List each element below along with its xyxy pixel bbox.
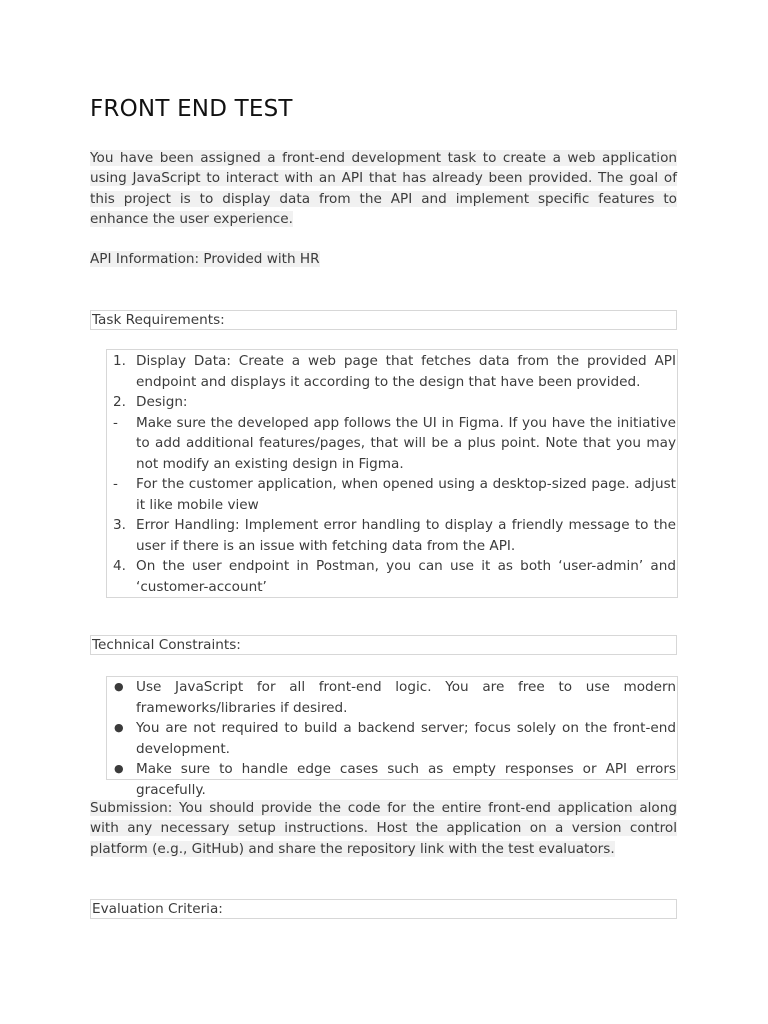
list-item-text: Use JavaScript for all front-end logic. You are free to use modern frameworks/libraries if desired. [136, 679, 676, 716]
bullet-icon: ● [114, 762, 124, 775]
list-item [107, 677, 677, 718]
list-item [107, 515, 677, 556]
list-marker: 4. [113, 558, 126, 574]
list-item-text: Make sure to handle edge cases such as empty responses or API errors gracefully. [136, 761, 676, 798]
list-item [107, 413, 677, 475]
api-info-paragraph [90, 249, 677, 269]
list-marker: 3. [113, 517, 126, 533]
technical-constraints-heading: Technical Constraints: [90, 635, 677, 655]
list-item-text: Error Handling: Implement error handling to display a friendly message to the user if there is an issue with fetching data from the API. [136, 517, 676, 554]
technical-constraints-list [106, 676, 678, 798]
list-item-text: Design: [136, 394, 188, 410]
list-item [107, 556, 677, 597]
intro-text: You have been assigned a front-end development task to create a web application using JavaScript to interact with an API that has already been provided. The goal of this project is to display data from the API and implement specific features to enhance the user experience. [90, 150, 677, 227]
list-item [107, 474, 677, 515]
submission-text: Submission: You should provide the code for the entire front-end application along with any necessary setup instructions. Host the application on a version control platform (e.g., GitHub) and share the repository link with the test evaluators. [90, 800, 677, 857]
task-requirements-list [106, 349, 678, 598]
api-info-text: API Information: Provided with HR [90, 251, 320, 267]
bullet-icon: ● [114, 680, 124, 693]
evaluation-criteria-heading: Evaluation Criteria: [90, 899, 677, 919]
list-item-text: On the user endpoint in Postman, you can use it as both ‘user-admin’ and ‘customer-account’ [136, 558, 676, 595]
list-marker: 1. [113, 353, 126, 369]
list-item [107, 351, 677, 392]
list-marker: 2. [113, 394, 126, 410]
list-item [107, 718, 677, 759]
list-marker: - [113, 414, 118, 431]
list-item [107, 392, 677, 413]
list-item-text: You are not required to build a backend server; focus solely on the front-end development. [136, 720, 676, 757]
intro-paragraph [90, 148, 677, 229]
submission-paragraph [90, 798, 677, 859]
list-item-text: Display Data: Create a web page that fetches data from the provided API endpoint and displays it according to the design that have been provided. [136, 353, 676, 390]
list-item-text: For the customer application, when opened using a desktop-sized page. adjust it like mobile view [136, 476, 676, 513]
bullet-icon: ● [114, 721, 124, 734]
list-item-text: Make sure the developed app follows the UI in Figma. If you have the initiative to add additional features/pages, that will be a plus point. Note that you may not modify an existing design in Figma. [136, 414, 676, 472]
document-title: FRONT END TEST [90, 96, 293, 122]
task-requirements-heading: Task Requirements: [90, 310, 677, 330]
list-item [107, 759, 677, 800]
list-marker: - [113, 476, 118, 492]
